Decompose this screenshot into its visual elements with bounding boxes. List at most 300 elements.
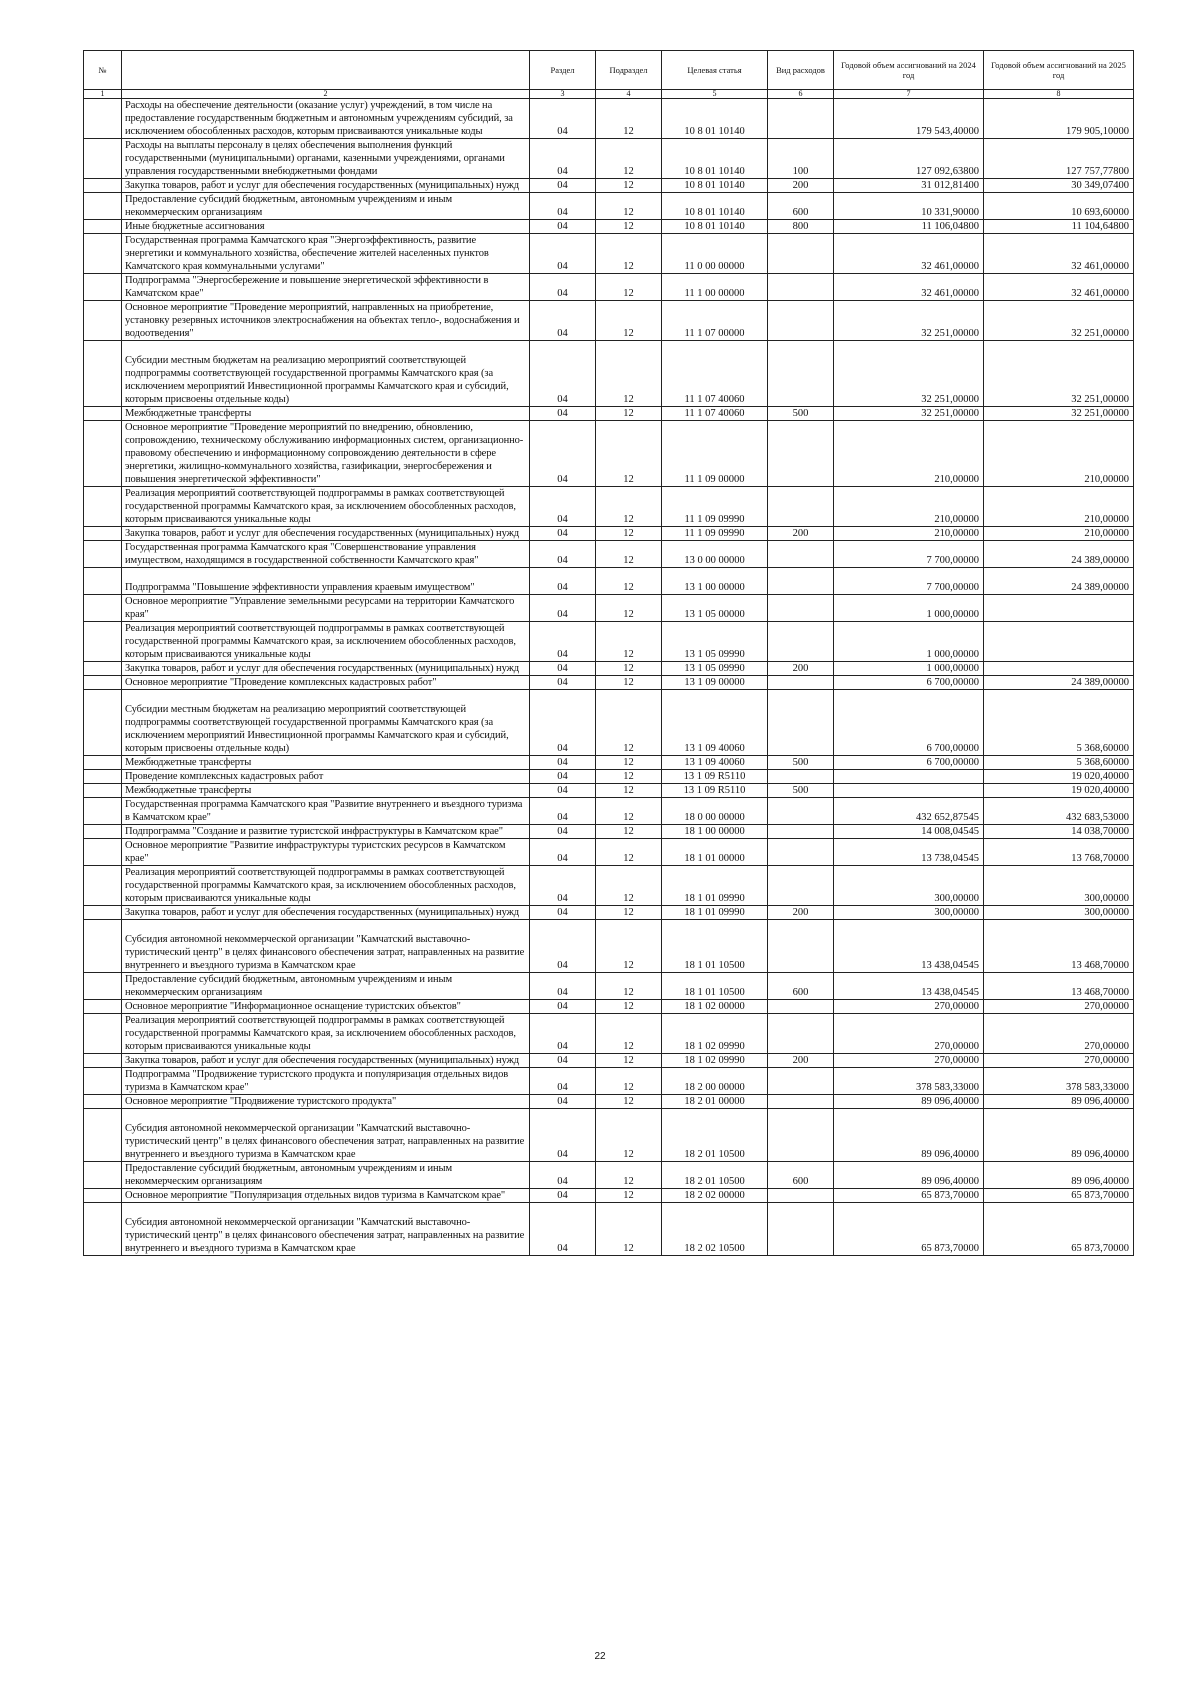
row-number-cell: [84, 220, 122, 234]
row-target-article-cell: 11 1 09 09990: [662, 487, 768, 527]
budget-sheet: [83, 50, 1133, 1256]
row-podrazdel-cell: 12: [596, 407, 662, 421]
row-target-article-cell: 10 8 01 10140: [662, 139, 768, 179]
row-name-cell: Основное мероприятие "Продвижение туристского продукта": [122, 1095, 530, 1109]
row-number-cell: [84, 770, 122, 784]
table-row: [84, 622, 1134, 662]
row-volume-2025-cell: 19 020,40000: [984, 784, 1134, 798]
row-target-article-cell: 18 1 01 10500: [662, 973, 768, 1000]
row-podrazdel-cell: 12: [596, 568, 662, 595]
row-razdel-cell: 04: [530, 421, 596, 487]
table-row: [84, 798, 1134, 825]
table-row: [84, 1068, 1134, 1095]
row-razdel-cell: 04: [530, 1109, 596, 1162]
row-volume-2024-cell: 432 652,87545: [834, 798, 984, 825]
row-razdel-cell: 04: [530, 622, 596, 662]
row-volume-2024-cell: 6 700,00000: [834, 756, 984, 770]
row-volume-2025-cell: 24 389,00000: [984, 541, 1134, 568]
row-name-cell: Проведение комплексных кадастровых работ: [122, 770, 530, 784]
row-expense-type-cell: [768, 1203, 834, 1256]
row-expense-type-cell: [768, 301, 834, 341]
row-name-cell: Подпрограмма "Продвижение туристского продукта и популяризация отдельных видов туризма в Камчатском крае": [122, 1068, 530, 1095]
row-volume-2025-cell: 210,00000: [984, 487, 1134, 527]
row-target-article-cell: 13 1 09 40060: [662, 756, 768, 770]
row-expense-type-cell: [768, 690, 834, 756]
row-volume-2024-cell: 1 000,00000: [834, 662, 984, 676]
budget-table: [83, 50, 1134, 1256]
row-razdel-cell: 04: [530, 179, 596, 193]
row-volume-2025-cell: 65 873,70000: [984, 1189, 1134, 1203]
row-target-article-cell: 10 8 01 10140: [662, 179, 768, 193]
row-expense-type-cell: [768, 487, 834, 527]
row-podrazdel-cell: 12: [596, 1014, 662, 1054]
row-volume-2025-cell: 127 757,77800: [984, 139, 1134, 179]
row-volume-2025-cell: 24 389,00000: [984, 568, 1134, 595]
row-podrazdel-cell: 12: [596, 973, 662, 1000]
row-name-cell: Межбюджетные трансферты: [122, 784, 530, 798]
row-volume-2025-cell: 32 251,00000: [984, 301, 1134, 341]
row-podrazdel-cell: 12: [596, 1189, 662, 1203]
row-podrazdel-cell: 12: [596, 1054, 662, 1068]
row-expense-type-cell: [768, 920, 834, 973]
row-name-cell: Реализация мероприятий соответствующей подпрограммы в рамках соответствующей государственной программы Камчатского края, за исключением обособленных расходов, которым присваиваются уникальные коды: [122, 622, 530, 662]
row-volume-2025-cell: 270,00000: [984, 1014, 1134, 1054]
row-podrazdel-cell: 12: [596, 341, 662, 407]
row-razdel-cell: 04: [530, 234, 596, 274]
row-razdel-cell: 04: [530, 568, 596, 595]
row-razdel-cell: 04: [530, 541, 596, 568]
table-row: [84, 866, 1134, 906]
row-expense-type-cell: 500: [768, 756, 834, 770]
row-number-cell: [84, 662, 122, 676]
table-body: [84, 99, 1134, 1256]
row-target-article-cell: 11 1 07 40060: [662, 407, 768, 421]
row-volume-2024-cell: 32 251,00000: [834, 341, 984, 407]
row-target-article-cell: 13 1 09 00000: [662, 676, 768, 690]
column-numbers-row: [84, 90, 1134, 99]
row-expense-type-cell: [768, 798, 834, 825]
row-razdel-cell: 04: [530, 407, 596, 421]
row-target-article-cell: 11 1 09 00000: [662, 421, 768, 487]
row-podrazdel-cell: 12: [596, 906, 662, 920]
row-number-cell: [84, 595, 122, 622]
row-number-cell: [84, 487, 122, 527]
col-header-volume-2025: Годовой объем ассигнований на 2025 год: [984, 51, 1134, 90]
row-name-cell: Реализация мероприятий соответствующей подпрограммы в рамках соответствующей государственной программы Камчатского края, за исключением обособленных расходов, которым присваиваются уникальные коды: [122, 866, 530, 906]
table-row: [84, 1014, 1134, 1054]
row-name-cell: Основное мероприятие "Проведение мероприятий, направленных на приобретение, установку резервных источников электроснабжения на объектах тепло-, водоснабжения и водоотведения": [122, 301, 530, 341]
row-target-article-cell: 18 2 01 10500: [662, 1162, 768, 1189]
row-podrazdel-cell: 12: [596, 866, 662, 906]
row-razdel-cell: 04: [530, 1095, 596, 1109]
row-razdel-cell: 04: [530, 866, 596, 906]
row-name-cell: Подпрограмма "Повышение эффективности управления краевым имуществом": [122, 568, 530, 595]
row-volume-2024-cell: 13 438,04545: [834, 920, 984, 973]
row-volume-2025-cell: 32 461,00000: [984, 234, 1134, 274]
row-volume-2024-cell: 11 106,04800: [834, 220, 984, 234]
row-number-cell: [84, 527, 122, 541]
table-row: [84, 568, 1134, 595]
row-name-cell: Закупка товаров, работ и услуг для обеспечения государственных (муниципальных) нужд: [122, 662, 530, 676]
table-row: [84, 301, 1134, 341]
row-podrazdel-cell: 12: [596, 179, 662, 193]
row-expense-type-cell: 200: [768, 662, 834, 676]
table-row: [84, 973, 1134, 1000]
row-volume-2024-cell: 65 873,70000: [834, 1189, 984, 1203]
row-volume-2024-cell: 89 096,40000: [834, 1162, 984, 1189]
col-header-razdel: Раздел: [530, 51, 596, 90]
row-name-cell: Предоставление субсидий бюджетным, автономным учреждениям и иным некоммерческим организациям: [122, 973, 530, 1000]
col-header-volume-2024: Годовой объем ассигнований на 2024 год: [834, 51, 984, 90]
row-name-cell: Межбюджетные трансферты: [122, 756, 530, 770]
row-podrazdel-cell: 12: [596, 1109, 662, 1162]
row-razdel-cell: 04: [530, 1000, 596, 1014]
row-podrazdel-cell: 12: [596, 756, 662, 770]
table-row: [84, 1162, 1134, 1189]
row-volume-2024-cell: 65 873,70000: [834, 1203, 984, 1256]
table-row: [84, 139, 1134, 179]
row-podrazdel-cell: 12: [596, 1162, 662, 1189]
row-target-article-cell: 18 2 02 10500: [662, 1203, 768, 1256]
row-razdel-cell: 04: [530, 920, 596, 973]
row-target-article-cell: 18 2 02 00000: [662, 1189, 768, 1203]
col-number: 5: [662, 90, 768, 99]
row-volume-2025-cell: 10 693,60000: [984, 193, 1134, 220]
row-razdel-cell: 04: [530, 1014, 596, 1054]
row-expense-type-cell: [768, 595, 834, 622]
row-number-cell: [84, 1203, 122, 1256]
row-volume-2024-cell: 89 096,40000: [834, 1095, 984, 1109]
row-volume-2025-cell: 432 683,53000: [984, 798, 1134, 825]
row-volume-2025-cell: 13 768,70000: [984, 839, 1134, 866]
row-podrazdel-cell: 12: [596, 622, 662, 662]
col-header-name: [122, 51, 530, 90]
row-name-cell: Государственная программа Камчатского края "Совершенствование управления имуществом, находящимся в государственной собственности Камчатского края": [122, 541, 530, 568]
row-razdel-cell: 04: [530, 341, 596, 407]
row-target-article-cell: 18 0 00 00000: [662, 798, 768, 825]
row-expense-type-cell: 800: [768, 220, 834, 234]
row-razdel-cell: 04: [530, 1189, 596, 1203]
row-number-cell: [84, 1162, 122, 1189]
row-target-article-cell: 11 1 07 40060: [662, 341, 768, 407]
row-target-article-cell: 13 1 05 09990: [662, 622, 768, 662]
row-razdel-cell: 04: [530, 1054, 596, 1068]
table-row: [84, 839, 1134, 866]
row-target-article-cell: 13 1 05 00000: [662, 595, 768, 622]
row-razdel-cell: 04: [530, 906, 596, 920]
row-razdel-cell: 04: [530, 1068, 596, 1095]
row-volume-2024-cell: 10 331,90000: [834, 193, 984, 220]
row-volume-2025-cell: [984, 595, 1134, 622]
row-expense-type-cell: [768, 1109, 834, 1162]
row-target-article-cell: 13 1 05 09990: [662, 662, 768, 676]
row-target-article-cell: 10 8 01 10140: [662, 220, 768, 234]
table-row: [84, 541, 1134, 568]
row-expense-type-cell: 200: [768, 906, 834, 920]
table-row: [84, 1189, 1134, 1203]
row-volume-2025-cell: 32 461,00000: [984, 274, 1134, 301]
row-name-cell: Государственная программа Камчатского края "Развитие внутреннего и въездного туризма в Камчатском крае": [122, 798, 530, 825]
row-expense-type-cell: [768, 676, 834, 690]
row-target-article-cell: 13 1 09 R5110: [662, 770, 768, 784]
row-number-cell: [84, 1000, 122, 1014]
row-razdel-cell: 04: [530, 798, 596, 825]
row-podrazdel-cell: 12: [596, 770, 662, 784]
row-volume-2025-cell: 19 020,40000: [984, 770, 1134, 784]
row-volume-2024-cell: 210,00000: [834, 421, 984, 487]
row-razdel-cell: 04: [530, 676, 596, 690]
table-row: [84, 487, 1134, 527]
row-podrazdel-cell: 12: [596, 220, 662, 234]
row-volume-2024-cell: 1 000,00000: [834, 595, 984, 622]
row-expense-type-cell: 200: [768, 527, 834, 541]
row-volume-2025-cell: 65 873,70000: [984, 1203, 1134, 1256]
row-razdel-cell: 04: [530, 595, 596, 622]
row-volume-2024-cell: 13 738,04545: [834, 839, 984, 866]
table-row: [84, 662, 1134, 676]
row-expense-type-cell: 200: [768, 179, 834, 193]
table-row: [84, 527, 1134, 541]
col-header-number: №: [84, 51, 122, 90]
row-name-cell: Субсидия автономной некоммерческой организации "Камчатский выставочно-туристический центр" в целях финансового обеспечения затрат, направленных на развитие внутреннего и въездного туризма в Камчатском крае: [122, 920, 530, 973]
row-volume-2025-cell: 5 368,60000: [984, 756, 1134, 770]
col-header-target-article: Целевая статья: [662, 51, 768, 90]
row-volume-2024-cell: 7 700,00000: [834, 568, 984, 595]
row-target-article-cell: 18 2 01 00000: [662, 1095, 768, 1109]
row-number-cell: [84, 99, 122, 139]
row-volume-2024-cell: 14 008,04545: [834, 825, 984, 839]
row-expense-type-cell: [768, 866, 834, 906]
row-volume-2025-cell: 270,00000: [984, 1000, 1134, 1014]
table-row: [84, 784, 1134, 798]
row-podrazdel-cell: 12: [596, 274, 662, 301]
row-target-article-cell: 18 1 01 09990: [662, 906, 768, 920]
row-razdel-cell: 04: [530, 487, 596, 527]
row-volume-2024-cell: 6 700,00000: [834, 676, 984, 690]
row-name-cell: Закупка товаров, работ и услуг для обеспечения государственных (муниципальных) нужд: [122, 906, 530, 920]
row-volume-2025-cell: 14 038,70000: [984, 825, 1134, 839]
row-number-cell: [84, 274, 122, 301]
row-target-article-cell: 10 8 01 10140: [662, 193, 768, 220]
row-target-article-cell: 18 2 00 00000: [662, 1068, 768, 1095]
row-volume-2025-cell: 24 389,00000: [984, 676, 1134, 690]
row-target-article-cell: 11 1 09 09990: [662, 527, 768, 541]
row-volume-2024-cell: 32 251,00000: [834, 407, 984, 421]
row-target-article-cell: 18 1 01 10500: [662, 920, 768, 973]
row-razdel-cell: 04: [530, 1162, 596, 1189]
row-podrazdel-cell: 12: [596, 193, 662, 220]
table-row: [84, 220, 1134, 234]
row-volume-2024-cell: 270,00000: [834, 1000, 984, 1014]
row-target-article-cell: 13 1 09 40060: [662, 690, 768, 756]
table-row: [84, 1203, 1134, 1256]
row-podrazdel-cell: 12: [596, 301, 662, 341]
col-number: 6: [768, 90, 834, 99]
row-volume-2025-cell: 89 096,40000: [984, 1095, 1134, 1109]
row-number-cell: [84, 1068, 122, 1095]
row-target-article-cell: 11 1 07 00000: [662, 301, 768, 341]
row-razdel-cell: 04: [530, 756, 596, 770]
table-row: [84, 341, 1134, 407]
row-podrazdel-cell: 12: [596, 662, 662, 676]
row-number-cell: [84, 906, 122, 920]
row-podrazdel-cell: 12: [596, 541, 662, 568]
row-volume-2025-cell: 270,00000: [984, 1054, 1134, 1068]
row-number-cell: [84, 407, 122, 421]
row-name-cell: Межбюджетные трансферты: [122, 407, 530, 421]
row-razdel-cell: 04: [530, 1203, 596, 1256]
row-name-cell: Закупка товаров, работ и услуг для обеспечения государственных (муниципальных) нужд: [122, 1054, 530, 1068]
table-row: [84, 690, 1134, 756]
row-expense-type-cell: [768, 421, 834, 487]
row-name-cell: Субсидия автономной некоммерческой организации "Камчатский выставочно-туристический центр" в целях финансового обеспечения затрат, направленных на развитие внутреннего и въездного туризма в Камчатском крае: [122, 1109, 530, 1162]
row-volume-2025-cell: 210,00000: [984, 527, 1134, 541]
row-podrazdel-cell: 12: [596, 421, 662, 487]
row-expense-type-cell: 200: [768, 1054, 834, 1068]
row-name-cell: Расходы на выплаты персоналу в целях обеспечения выполнения функций государственными (муниципальными) органами, казенными учреждениями, органами управления государственными внебюджетными фондами: [122, 139, 530, 179]
col-number: 7: [834, 90, 984, 99]
row-podrazdel-cell: 12: [596, 487, 662, 527]
row-number-cell: [84, 139, 122, 179]
row-podrazdel-cell: 12: [596, 676, 662, 690]
table-row: [84, 906, 1134, 920]
row-razdel-cell: 04: [530, 193, 596, 220]
row-podrazdel-cell: 12: [596, 920, 662, 973]
row-podrazdel-cell: 12: [596, 1203, 662, 1256]
row-volume-2024-cell: 300,00000: [834, 906, 984, 920]
row-number-cell: [84, 1189, 122, 1203]
col-header-podrazdel: Подраздел: [596, 51, 662, 90]
row-razdel-cell: 04: [530, 220, 596, 234]
row-name-cell: Субсидии местным бюджетам на реализацию мероприятий соответствующей подпрограммы соответствующей государственной программы Камчатского края (за исключением мероприятий Инвестиционной программы Камчатского края и субсидий, которым присвоены отдельные коды): [122, 341, 530, 407]
row-razdel-cell: 04: [530, 99, 596, 139]
row-volume-2024-cell: 1 000,00000: [834, 622, 984, 662]
row-podrazdel-cell: 12: [596, 234, 662, 274]
row-volume-2024-cell: 89 096,40000: [834, 1109, 984, 1162]
row-number-cell: [84, 622, 122, 662]
row-number-cell: [84, 676, 122, 690]
row-razdel-cell: 04: [530, 770, 596, 784]
row-expense-type-cell: [768, 568, 834, 595]
row-razdel-cell: 04: [530, 690, 596, 756]
table-row: [84, 770, 1134, 784]
row-name-cell: Расходы на обеспечение деятельности (оказание услуг) учреждений, в том числе на предоставление государственным бюджетным и автономным учреждениям субсидий, за исключением обособленных расходов, которым присваиваются уникальные коды: [122, 99, 530, 139]
row-name-cell: Государственная программа Камчатского края "Энергоэффективность, развитие энергетики и коммунального хозяйства, обеспечение жителей населенных пунктов Камчатского края коммунальными услугами": [122, 234, 530, 274]
table-row: [84, 1000, 1134, 1014]
row-target-article-cell: 18 2 01 10500: [662, 1109, 768, 1162]
row-volume-2024-cell: 32 461,00000: [834, 234, 984, 274]
row-number-cell: [84, 1109, 122, 1162]
row-podrazdel-cell: 12: [596, 595, 662, 622]
table-header-row: [84, 51, 1134, 90]
row-name-cell: Реализация мероприятий соответствующей подпрограммы в рамках соответствующей государственной программы Камчатского края, за исключением обособленных расходов, которым присваиваются уникальные коды: [122, 1014, 530, 1054]
row-number-cell: [84, 784, 122, 798]
row-expense-type-cell: 600: [768, 973, 834, 1000]
row-razdel-cell: 04: [530, 662, 596, 676]
table-row: [84, 595, 1134, 622]
row-name-cell: Основное мероприятие "Проведение комплексных кадастровых работ": [122, 676, 530, 690]
row-number-cell: [84, 1054, 122, 1068]
row-volume-2024-cell: 210,00000: [834, 487, 984, 527]
row-volume-2024-cell: 127 092,63800: [834, 139, 984, 179]
row-volume-2024-cell: [834, 770, 984, 784]
row-volume-2025-cell: 89 096,40000: [984, 1109, 1134, 1162]
row-podrazdel-cell: 12: [596, 825, 662, 839]
table-row: [84, 825, 1134, 839]
row-expense-type-cell: [768, 99, 834, 139]
row-volume-2025-cell: 30 349,07400: [984, 179, 1134, 193]
row-number-cell: [84, 866, 122, 906]
row-volume-2024-cell: 32 251,00000: [834, 301, 984, 341]
table-row: [84, 179, 1134, 193]
row-volume-2024-cell: 300,00000: [834, 866, 984, 906]
row-number-cell: [84, 301, 122, 341]
row-target-article-cell: 18 1 02 09990: [662, 1014, 768, 1054]
col-number: 8: [984, 90, 1134, 99]
row-name-cell: Закупка товаров, работ и услуг для обеспечения государственных (муниципальных) нужд: [122, 179, 530, 193]
row-volume-2025-cell: 378 583,33000: [984, 1068, 1134, 1095]
col-header-expense-type: Вид расходов: [768, 51, 834, 90]
row-volume-2025-cell: 13 468,70000: [984, 973, 1134, 1000]
row-number-cell: [84, 568, 122, 595]
table-row: [84, 99, 1134, 139]
row-razdel-cell: 04: [530, 139, 596, 179]
row-razdel-cell: 04: [530, 274, 596, 301]
row-razdel-cell: 04: [530, 784, 596, 798]
page-number: 22: [594, 1651, 606, 1662]
row-expense-type-cell: [768, 825, 834, 839]
row-name-cell: Иные бюджетные ассигнования: [122, 220, 530, 234]
row-volume-2024-cell: 270,00000: [834, 1014, 984, 1054]
row-number-cell: [84, 234, 122, 274]
row-volume-2024-cell: [834, 784, 984, 798]
table-row: [84, 421, 1134, 487]
row-expense-type-cell: [768, 274, 834, 301]
row-podrazdel-cell: 12: [596, 139, 662, 179]
row-number-cell: [84, 920, 122, 973]
table-row: [84, 676, 1134, 690]
row-volume-2025-cell: 89 096,40000: [984, 1162, 1134, 1189]
row-podrazdel-cell: 12: [596, 1095, 662, 1109]
row-name-cell: Предоставление субсидий бюджетным, автономным учреждениям и иным некоммерческим организациям: [122, 193, 530, 220]
row-volume-2025-cell: [984, 662, 1134, 676]
col-number: 4: [596, 90, 662, 99]
row-podrazdel-cell: 12: [596, 527, 662, 541]
row-number-cell: [84, 179, 122, 193]
row-number-cell: [84, 341, 122, 407]
row-name-cell: Субсидия автономной некоммерческой организации "Камчатский выставочно-туристический центр" в целях финансового обеспечения затрат, направленных на развитие внутреннего и въездного туризма в Камчатском крае: [122, 1203, 530, 1256]
table-row: [84, 407, 1134, 421]
row-target-article-cell: 18 1 00 00000: [662, 825, 768, 839]
row-podrazdel-cell: 12: [596, 839, 662, 866]
row-volume-2025-cell: [984, 622, 1134, 662]
row-number-cell: [84, 690, 122, 756]
row-volume-2025-cell: 210,00000: [984, 421, 1134, 487]
row-podrazdel-cell: 12: [596, 798, 662, 825]
table-row: [84, 193, 1134, 220]
row-expense-type-cell: [768, 1189, 834, 1203]
row-name-cell: Реализация мероприятий соответствующей подпрограммы в рамках соответствующей государственной программы Камчатского края, за исключением обособленных расходов, которым присваиваются уникальные коды: [122, 487, 530, 527]
row-target-article-cell: 13 1 09 R5110: [662, 784, 768, 798]
row-name-cell: Субсидии местным бюджетам на реализацию мероприятий соответствующей подпрограммы соответствующей государственной программы Камчатского края (за исключением мероприятий Инвестиционной программы Камчатского края и субсидий, которым присвоены отдельные коды): [122, 690, 530, 756]
row-volume-2024-cell: 32 461,00000: [834, 274, 984, 301]
table-row: [84, 1054, 1134, 1068]
col-number: 1: [84, 90, 122, 99]
row-number-cell: [84, 839, 122, 866]
table-row: [84, 274, 1134, 301]
row-expense-type-cell: [768, 770, 834, 784]
row-name-cell: Подпрограмма "Создание и развитие туристской инфраструктуры в Камчатском крае": [122, 825, 530, 839]
